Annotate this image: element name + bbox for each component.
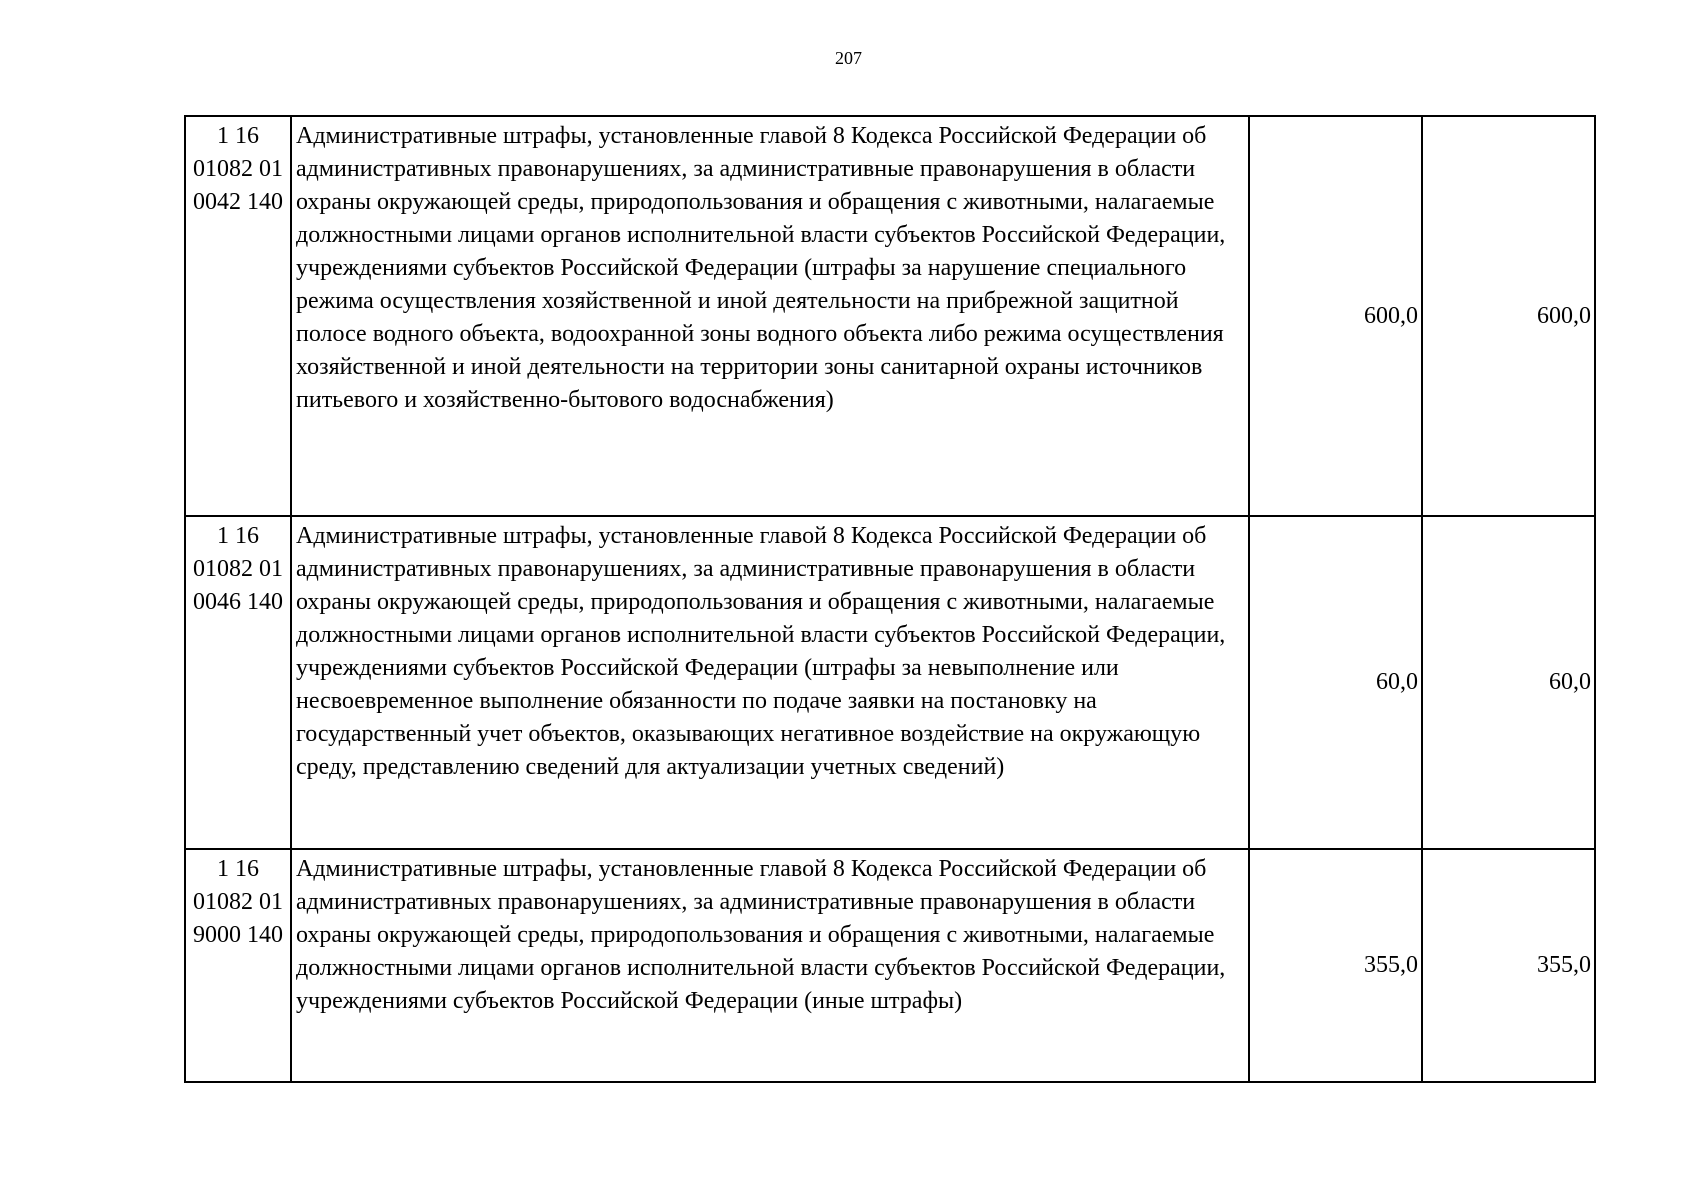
revenue-name-cell: Административные штрафы, установленные главой 8 Кодекса Российской Федерации об административных правонарушениях, за административные правонарушения в области охраны окружающей среды, природопользования и обращения с животными, налагаемые должностными лицами органов исполнительной власти субъектов Российской Федерации, учреждениями субъектов Российской Федерации (штрафы за невыполнение или несвоевременное выполнение обязанности по подаче заявки на постановку на государственный учет объектов, оказывающих негативное воздействие на окружающую среду, представлению сведений для актуализации учетных сведений) — [291, 516, 1249, 849]
budget-code-line: 9000 140 — [193, 922, 283, 948]
budget-code-line: 0042 140 — [193, 189, 283, 215]
budget-code-line: 0046 140 — [193, 589, 283, 615]
amount-cell-1: 600,0 — [1249, 116, 1422, 516]
table-row — [185, 116, 1595, 516]
budget-code-line: 1 16 — [217, 856, 259, 882]
budget-code-line: 1 16 — [217, 523, 259, 549]
revenue-name-cell: Административные штрафы, установленные главой 8 Кодекса Российской Федерации об административных правонарушениях, за административные правонарушения в области охраны окружающей среды, природопользования и обращения с животными, налагаемые должностными лицами органов исполнительной власти субъектов Российской Федерации, учреждениями субъектов Российской Федерации (штрафы за нарушение специального режима осуществления хозяйственной и иной деятельности на прибрежной защитной полосе водного объекта, водоохранной зоны водного объекта либо режима осуществления хозяйственной и иной деятельности на территории зоны санитарной охраны источников питьевого и хозяйственно-бытового водоснабжения) — [291, 116, 1249, 516]
budget-code-line: 01082 01 — [193, 889, 283, 915]
page-number: 207 — [835, 48, 862, 68]
table-row — [185, 849, 1595, 1082]
amount-cell-1: 60,0 — [1249, 516, 1422, 849]
revenue-name-cell: Административные штрафы, установленные главой 8 Кодекса Российской Федерации об административных правонарушениях, за административные правонарушения в области охраны окружающей среды, природопользования и обращения с животными, налагаемые должностными лицами органов исполнительной власти субъектов Российской Федерации, учреждениями субъектов Российской Федерации (иные штрафы) — [291, 849, 1249, 1082]
amount-cell-2: 600,0 — [1422, 116, 1595, 516]
budget-code-line: 01082 01 — [193, 156, 283, 182]
budget-table — [184, 115, 1596, 1083]
budget-code-line: 01082 01 — [193, 556, 283, 582]
budget-code-cell — [185, 516, 291, 849]
budget-code-line: 1 16 — [217, 123, 259, 149]
budget-code-cell — [185, 849, 291, 1082]
amount-cell-2: 355,0 — [1422, 849, 1595, 1082]
amount-cell-1: 355,0 — [1249, 849, 1422, 1082]
table-row — [185, 516, 1595, 849]
amount-cell-2: 60,0 — [1422, 516, 1595, 849]
budget-code-cell — [185, 116, 291, 516]
